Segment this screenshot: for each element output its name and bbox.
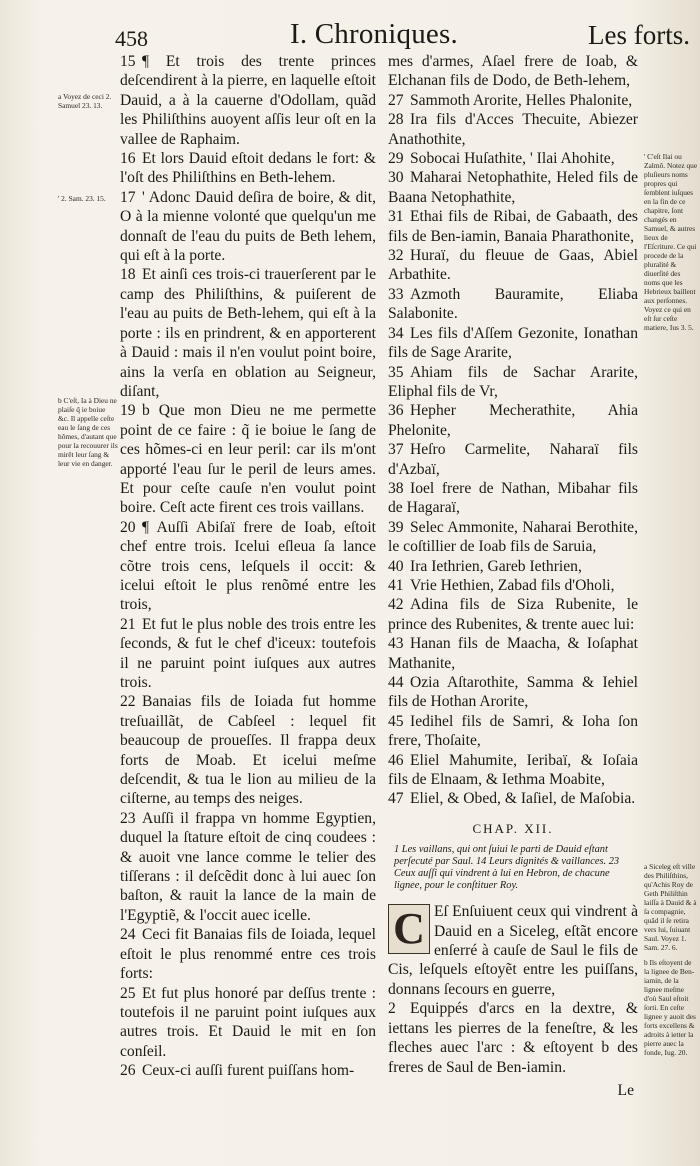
verse-text: Vrie Hethien, Zabad fils d'Oholi,: [410, 576, 615, 594]
verse-number: 40: [388, 557, 404, 575]
verse-text: Hanan fils de Maacha, & Ioſaphat Mathanite,: [388, 635, 638, 672]
verse: [388, 52, 638, 91]
verse: [388, 207, 638, 246]
verse: [120, 265, 376, 401]
verse-text: mes d'armes, Aſael frere de Ioab, & Elchanan fils de Dodo, de Beth-lehem,: [388, 53, 638, 90]
verse: [388, 595, 638, 634]
verse: [120, 984, 376, 1062]
verse: [120, 615, 376, 693]
verse-number: 23: [120, 809, 136, 827]
verse-number: 22: [120, 693, 136, 711]
verse-text: Huraï, du fleuue de Gaas, Abiel Arbathite.: [388, 247, 638, 284]
verse: [388, 673, 638, 712]
verse: [388, 246, 638, 285]
verse-number: 43: [388, 635, 404, 653]
verse: [388, 401, 638, 440]
verse-number: 37: [388, 441, 404, 459]
margin-note-left-b: b C'eſt, Ia à Dieu ne plaiſe q̃ ie boiue &c. Il appelle ceſte eau le ſang de ces hõmes, d'autant que pour la recouurer ils mirẽt leur ſang & leur vie en danger.: [58, 396, 118, 468]
verse-text: Et ainſi ces trois-ci trauerſerent par le camp des Philiſthins, & puiſerent de l'eau au puits de Beth-lehem, qui eſt à la porte : ils en prindrent, & en apporterent à Dauid : mais il n'en voulut point boire, ains la verſa en oblation au Seigneur, diſant,: [120, 266, 376, 400]
verse-text: Maharai Netophathite, Heled fils de Baana Netophathite,: [388, 169, 638, 206]
verse-number: 30: [388, 169, 404, 187]
verse-number: 47: [388, 790, 404, 808]
verse: [388, 712, 638, 751]
verse: [120, 518, 376, 615]
verse: [388, 168, 638, 207]
verse: [388, 440, 638, 479]
section-title: Les forts.: [588, 20, 690, 50]
verse: [120, 188, 376, 266]
verse-number: 38: [388, 479, 404, 497]
verse-text: Azmoth Bauramite, Eliaba Salabonite.: [388, 285, 638, 323]
verse-number: 17: [120, 188, 136, 206]
verse: [120, 1061, 376, 1080]
verse: [120, 692, 376, 808]
verse: [120, 925, 376, 983]
verse: [388, 999, 638, 1077]
verse-number: 44: [388, 674, 404, 691]
page-number: 458: [115, 26, 148, 51]
catchword: Le: [617, 1081, 634, 1099]
verse-text: b Que mon Dieu ne me permette point de ce faire : q̃ ie boiue le ſang de ces hõmes-ci en leur peril: car ils m'ont apporté l'eau ſur le peril de leurs ames. Et pour ceſte cauſe n'en voulut point boire. Ceſt acte firent ces trois vaillans.: [120, 402, 376, 517]
dropcap-initial: C: [388, 904, 430, 954]
chapter-heading: CHAP. XII.: [472, 820, 554, 836]
chapter-first-paragraph: [388, 902, 638, 999]
verse-text: ' Adonc Dauid deſira de boire, & dit, O à la mienne volonté que quelqu'un me donnaſt de l'eau du puits de Beth lehem, qui eſt à la porte.: [120, 188, 376, 265]
margin-note-right-b: b Ils eſtoyent de la lignee de Ben-iamin, de la lignee meſme d'où Saul eſtoit ſorti. En ceſte lignee y auoit des forts excellens & adroits à ietter la pierre auec la fonde, Iug. 20.: [644, 958, 696, 1057]
verse-text: Equippés d'arcs en la dextre, & iettans les pierres de la feneſtre, & les fleches auec l'arc : & eſtoyent b des freres de Saul de Ben-iamin.: [388, 1000, 638, 1076]
verse-text: Ira fils d'Acces Thecuite, Abiezer Anathothite,: [388, 111, 638, 148]
verse-text: Ethai fils de Ribai, de Gabaath, des fils de Ben-iamin, Banaia Pharathonite,: [388, 208, 638, 245]
verse-number: 28: [388, 111, 404, 129]
verse-number: 39: [388, 518, 404, 536]
running-title: I. Chroniques.: [290, 18, 458, 50]
margin-note-left-ref: ' 2. Sam. 23. 15.: [58, 194, 106, 203]
verse: [388, 789, 638, 808]
verse: [120, 149, 376, 188]
verse-text: Ira Iethrien, Gareb Iethrien,: [410, 557, 582, 575]
margin-note-right-a: a Siceleg eſt ville des Philiſthins, qu'Achis Roy de Geth Philiſthin laiſſa à Dauid & à ſa compagnie, quãd il ſe retira vers lui, ſuiuant Saul. Voyez 1. Sam. 27. 6.: [644, 862, 697, 952]
verse-text: Auſſi il frappa vn homme Egyptien, duquel la ſtature eſtoit de cinq coudees : & auoit vne lance comme le telier des tiſſerans : il deſcẽdit donc à lui auec ſon baſton, & rauit la lance de la main de l'Egyptiẽ, & l'occit auec icelle.: [120, 809, 376, 924]
verse-text: Les fils d'Aſſem Gezonite, Ionathan fils de Sage Ararite,: [388, 324, 638, 362]
verse-number: 16: [120, 150, 136, 168]
verse: [388, 110, 638, 149]
margin-note-right-top: ' C'eſt Ilai ou Zalmõ. Notez que pluſieurs noms propres qui ſemblent iuſques en la fin de ce chapitre, ſont changés en Samuel, & autres lieux de l'Eſcriture. Ce qui procede de la pluralité & diuerſité des noms que les Hebrieux baillent aux perſonnes. Voyez ce qui en eſt ſur ceſte matiere, Ius 3. 5.: [644, 152, 698, 332]
verse-text: Sobocai Huſathite, ' Ilai Ahohite,: [410, 150, 615, 168]
verse-text: Selec Ammonite, Naharai Berothite, le coſtillier de Ioab fils de Saruia,: [388, 518, 638, 556]
verse-text: ¶ Auſſi Abiſaï frere de Ioab, eſtoit chef entre trois. Icelui eſleua ſa lance cõtre trois cens, leſquels il occit: & icelui eſtoit le plus renõmé entre les trois,: [120, 518, 376, 614]
left-column: [120, 52, 376, 1081]
margin-note-left-a: a Voyez de ceci 2. Samuel 23. 13.: [58, 92, 112, 110]
verse-number: 46: [388, 751, 404, 769]
verse-number: 41: [388, 576, 404, 594]
verse-number: 34: [388, 324, 404, 342]
verse-number: 31: [388, 208, 404, 226]
verse-text: Eſ Enſuiuent ceux qui vindrent à Dauid en a Siceleg, eſtãt encore enſerré à cauſe de Saul le fils de Cis, leſquels eſtoyẽt entre les puiſſans, donnans ſecours en guerre,: [388, 903, 638, 998]
verse: [388, 149, 638, 168]
verse: [388, 751, 638, 790]
verse-number: 19: [120, 402, 136, 420]
verse-text: Iedihel fils de Samri, & Ioha ſon frere, Thoſaite,: [388, 712, 638, 750]
verse: [388, 285, 638, 324]
verse: [388, 634, 638, 673]
verse-number: 27: [388, 91, 404, 109]
right-column: [388, 52, 638, 1100]
verse-text: Heſro Carmelite, Naharaï fils d'Azbaï,: [388, 441, 638, 478]
verse-text: Ceci fit Banaias fils de Ioiada, lequel eſtoit le plus renommé entre ces trois forts:: [120, 926, 376, 983]
verse-text: ¶ Et trois des trente princes deſcendirent à la pierre, en laquelle eſtoit Dauid, a à la cauerne d'Odollam, quãd les Philiſthins auoyent aſſis leur oſt en la vallee de Raphaim.: [120, 53, 376, 148]
verse-number: 35: [388, 363, 404, 381]
verse-text: Sammoth Arorite, Helles Phalonite,: [410, 91, 633, 109]
verse: [388, 479, 638, 518]
chapter-summary: 1 Les vaillans, qui ont ſuiui le parti de Dauid eſtant perſecuté par Saul. 14 Leurs dignités & vaillances. 23 Ceux auſſi qui vindrent à lui en Hebron, de chacune lignee, pour le conſtituer Roy.: [394, 844, 620, 892]
verse: [120, 401, 376, 517]
verse-number: 26: [120, 1062, 136, 1080]
verse-text: Ceux-ci auſſi furent puiſſans hom-: [142, 1062, 355, 1080]
verse: [388, 576, 638, 595]
verse-text: Ahiam fils de Sachar Ararite, Eliphal fils de Vr,: [388, 363, 638, 400]
verse-text: Eliel, & Obed, & Iaſiel, de Maſobia.: [410, 790, 636, 808]
verse: [388, 557, 638, 576]
verse: [120, 809, 376, 925]
verse-number: 20: [120, 518, 136, 536]
verse-number: 21: [120, 615, 136, 633]
verse-text: Hepher Mecherathite, Ahia Phelonite,: [388, 402, 638, 439]
verse-number: 32: [388, 247, 404, 265]
verse-number: 36: [388, 402, 404, 420]
verse-text: Eliel Mahumite, Ieribaï, & Ioſaia fils de Elnaam, & Iethma Moabite,: [388, 751, 638, 789]
verse-number: 45: [388, 712, 404, 730]
verse-number: 42: [388, 596, 404, 614]
verse-number: 33: [388, 285, 404, 303]
verse: [388, 363, 638, 402]
verse-text: Et fut le plus noble des trois entre les ſeconds, & fut le chef d'iceux: toutefois il ne paruint point iuſques aux autres trois.: [120, 615, 376, 691]
verse-number: 29: [388, 150, 404, 168]
verse: [388, 324, 638, 363]
verse-text: Et fut plus honoré par deſſus trente : toutefois il ne paruint point iuſques aux autres trois. Et Dauid le mit en ſon conſeil.: [120, 984, 376, 1060]
verse-number: 2: [388, 1000, 396, 1018]
verse-number: 24: [120, 926, 136, 944]
verse-number: 18: [120, 266, 136, 284]
verse-text: Adina fils de Siza Rubenite, le prince des Rubenites, & trente auec lui:: [388, 596, 638, 633]
verse-number: 15: [120, 53, 136, 70]
verse-text: Banaias fils de Ioiada fut homme treſuaillãt, de Cabſeel : lequel fit beaucoup de proueſſes. Il frappa deux forts de Moab. Et icelui meſme deſcendit, & tua le lion au milieu de la ciſterne, au temps des neiges.: [120, 693, 376, 808]
verse-number: 25: [120, 984, 136, 1002]
verse: [388, 518, 638, 557]
verse-text: Et lors Dauid eſtoit dedans le fort: & l'oſt des Philiſthins en Beth-lehem.: [120, 150, 376, 187]
verse: [120, 52, 376, 149]
verse: [388, 91, 638, 110]
verse-text: Ozia Aſtarothite, Samma & Iehiel fils de Hothan Arorite,: [388, 674, 638, 711]
verse-text: Ioel frere de Nathan, Mibahar fils de Hagaraï,: [388, 479, 638, 517]
